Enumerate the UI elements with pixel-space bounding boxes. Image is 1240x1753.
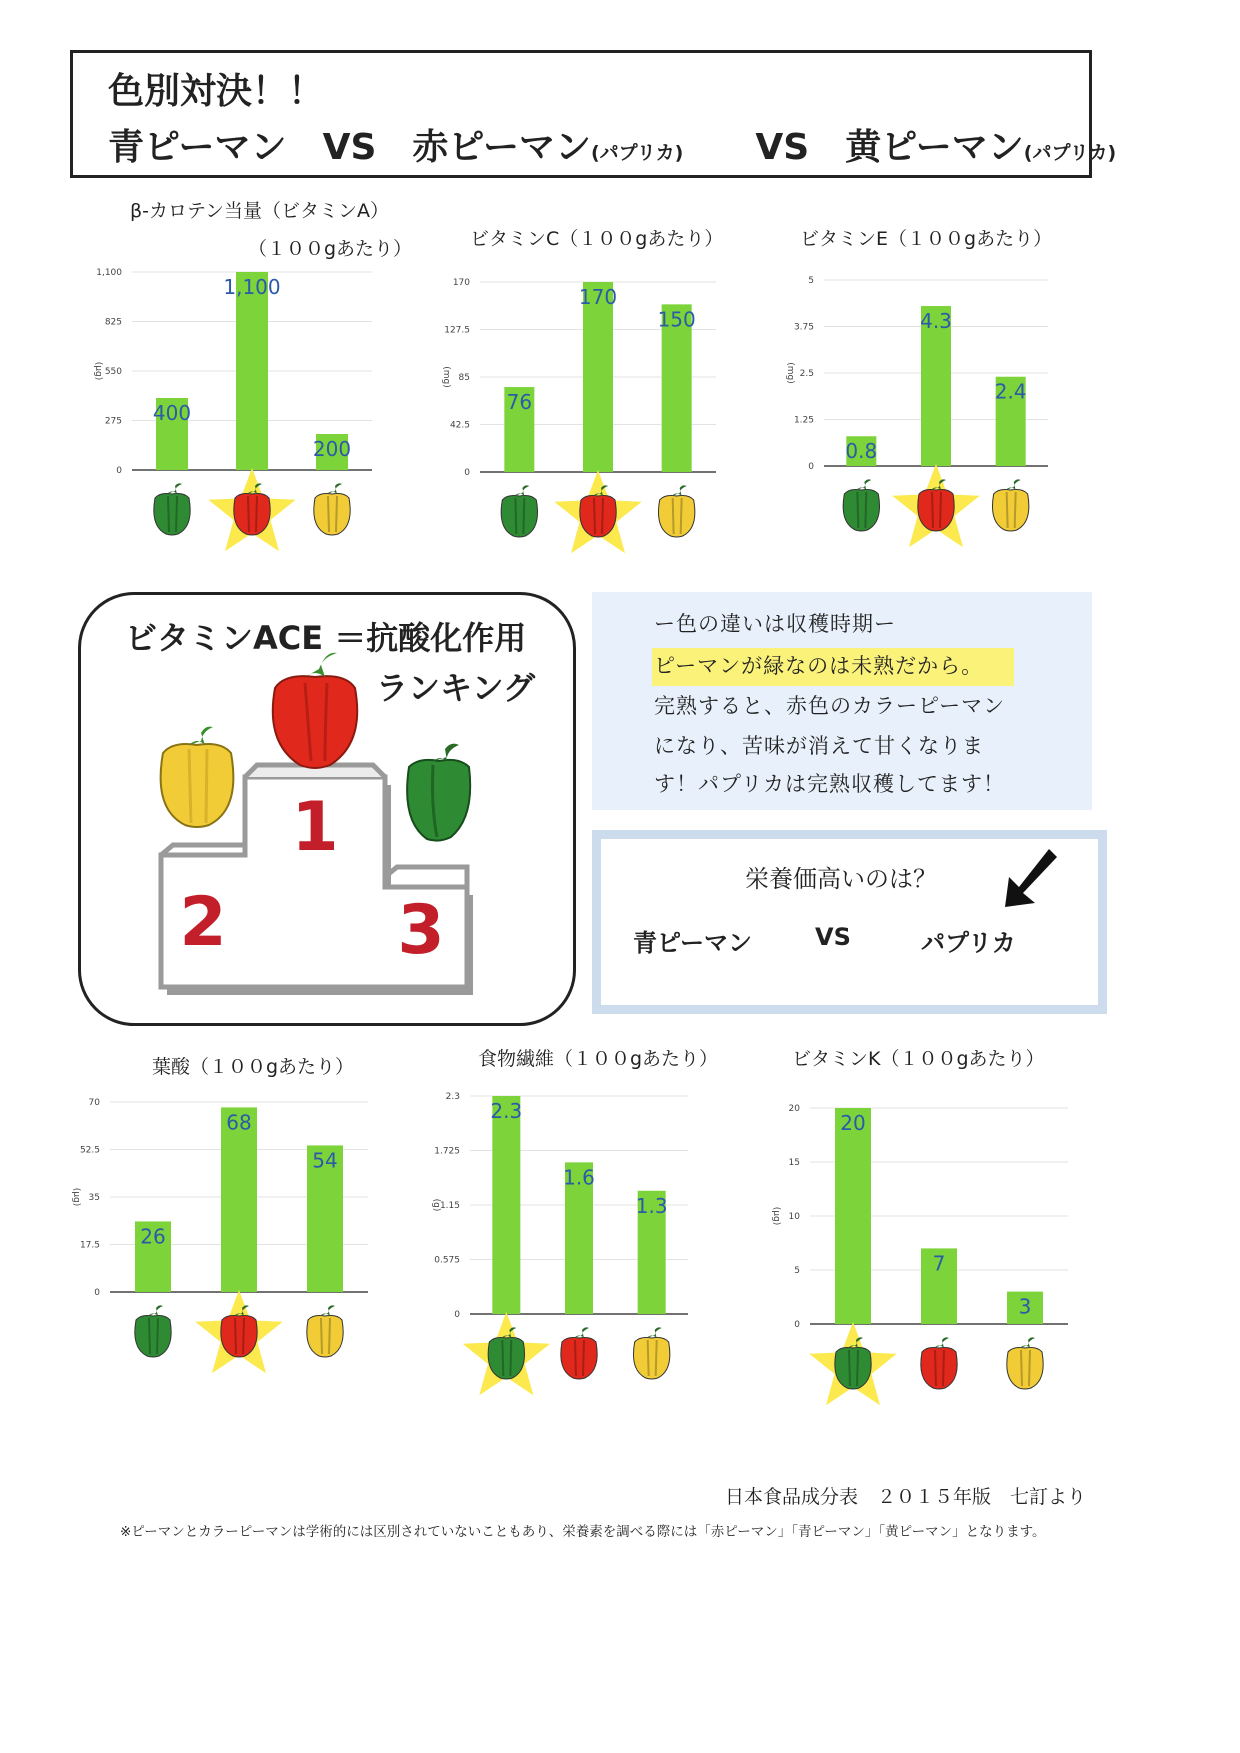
bar-chart: [434, 276, 728, 566]
red-pepper-icon: [561, 1327, 597, 1379]
chart-vite: [784, 274, 1060, 570]
info-line: になり、苦味が消えて甘くなりま: [654, 734, 984, 758]
bar-chart: [84, 266, 384, 562]
chart-folate: [68, 1098, 380, 1404]
y-tick-label: 170: [452, 278, 470, 288]
y-tick-label: 0: [116, 466, 122, 476]
chart-title-fiber: 食物繊維（１００gあたり）: [478, 1048, 719, 1070]
red-pepper-icon: [921, 1337, 957, 1389]
data-label: 26: [140, 1224, 166, 1249]
y-tick-label: 52.5: [79, 1145, 100, 1156]
y-axis-label: (mg): [441, 366, 451, 388]
y-tick-label: 2.3: [445, 1092, 460, 1102]
bar-chart: [68, 1098, 380, 1400]
chart-fiber: [430, 1092, 700, 1416]
podium-illustration: [81, 595, 573, 1023]
y-tick-label: 0: [94, 1288, 100, 1298]
y-tick-label: 2.5: [799, 369, 814, 379]
source-citation: 日本食品成分表 ２０１５年版 七訂より: [725, 1486, 1087, 1508]
rank-1-digit: 1: [291, 788, 339, 867]
y-tick-label: 35: [88, 1193, 100, 1203]
y-tick-label: 85: [458, 373, 470, 383]
chart-vitk: [770, 1104, 1080, 1420]
red-pepper-note: (パプリカ): [590, 142, 684, 164]
y-tick-label: 1.725: [434, 1146, 460, 1157]
y-tick-label: 825: [104, 317, 122, 328]
chart-title-vitc: ビタミンC（１００gあたり）: [470, 228, 724, 250]
ace-title: ビタミンACE ＝抗酸化作用: [125, 619, 527, 657]
page-subtitle: [108, 119, 1116, 170]
bar: [835, 1108, 871, 1324]
y-axis-label: (μg): [93, 361, 103, 381]
y-tick-label: 15: [788, 1158, 800, 1168]
question-paprika-label: パプリカ: [921, 929, 1016, 957]
y-tick-label: 550: [104, 367, 122, 377]
y-tick-label: 0: [454, 1310, 460, 1320]
info-line-highlighted: ピーマンが緑なのは未熟だから。: [654, 654, 984, 678]
y-axis-label: (g): [431, 1198, 441, 1212]
yellow-pepper-icon: [992, 479, 1028, 531]
chart-carotene: [84, 266, 384, 566]
y-tick-label: 70: [88, 1098, 100, 1108]
page-title: 色別対決！！: [108, 71, 325, 112]
chart-title-vitk: ビタミンK（１００gあたり）: [792, 1048, 1045, 1070]
red-pepper-label: 赤ピーマン: [412, 127, 591, 168]
bar-chart: [784, 274, 1060, 566]
info-line: す！パプリカは完熟収穫してます！: [654, 772, 1005, 796]
footnote: ※ピーマンとカラーピーマンは学術的には区別されていないこともあり、栄養素を調べる際には「赤ピーマン」「青ピーマン」「黄ピーマン」となります。: [120, 1524, 1046, 1540]
chart-title-carotene-unit: （１００gあたり）: [248, 238, 413, 260]
y-tick-label: 17.5: [79, 1240, 100, 1251]
yellow-pepper-icon: [307, 1305, 343, 1357]
chart-title-vite: ビタミンE（１００gあたり）: [800, 228, 1053, 250]
y-tick-label: 10: [788, 1212, 800, 1222]
data-label: 68: [226, 1110, 252, 1135]
chart-vitc: [434, 276, 728, 570]
data-label: 1.6: [563, 1165, 595, 1190]
info-box: [592, 592, 1092, 810]
y-tick-label: 0.575: [434, 1255, 460, 1266]
question-green-label: 青ピーマン: [633, 929, 753, 957]
data-label: 4.3: [920, 309, 952, 334]
data-label: 2.3: [490, 1099, 523, 1123]
green-pepper-icon: [501, 485, 537, 537]
y-axis-label: (mg): [785, 362, 795, 384]
y-tick-label: 0: [464, 468, 470, 478]
data-label: 400: [152, 401, 192, 425]
red-pepper-icon: [273, 653, 357, 768]
yellow-pepper-icon: [633, 1327, 669, 1379]
y-tick-label: 20: [788, 1104, 800, 1114]
data-label: 7: [932, 1251, 946, 1276]
vs-label: VS: [755, 127, 810, 168]
y-tick-label: 1.25: [793, 415, 814, 426]
data-label: 0.8: [845, 439, 878, 464]
green-pepper-label: 青ピーマン: [108, 127, 287, 168]
info-line: 完熟すると、赤色のカラーピーマン: [654, 694, 1006, 718]
y-tick-label: 5: [794, 1266, 800, 1276]
y-tick-label: 1,100: [96, 268, 122, 278]
y-tick-label: 3.75: [793, 322, 814, 333]
y-tick-label: 0: [808, 462, 814, 472]
data-label: 1.3: [635, 1193, 668, 1218]
question-text: 栄養価高いのは？: [745, 865, 937, 893]
y-tick-label: 1.15: [439, 1201, 460, 1211]
yellow-pepper-icon: [314, 483, 350, 535]
ace-ranking-label: ランキング: [376, 669, 536, 707]
rank-2-digit: 2: [179, 883, 227, 962]
y-tick-label: 127.5: [444, 325, 470, 336]
data-label: 170: [578, 285, 618, 309]
yellow-pepper-icon: [1007, 1337, 1043, 1389]
green-pepper-icon: [407, 744, 470, 841]
info-heading: ー色の違いは収穫時期ー: [654, 612, 896, 636]
data-label: 76: [506, 390, 533, 415]
bar: [490, 1096, 523, 1314]
yellow-pepper-label: 黄ピーマン: [845, 127, 1024, 168]
y-axis-label: (μg): [71, 1187, 81, 1207]
yellow-pepper-note: (パプリカ): [1023, 142, 1117, 164]
arrow-down-left-icon: [1001, 845, 1061, 911]
vs-label: VS: [322, 127, 377, 168]
yellow-pepper-icon: [658, 485, 694, 537]
data-label: 3: [1018, 1294, 1032, 1319]
question-box: [592, 830, 1107, 1014]
data-label: 54: [312, 1148, 338, 1173]
bar: [583, 282, 613, 472]
chart-title-folate: 葉酸（１００gあたり）: [152, 1056, 355, 1078]
yellow-pepper-icon: [161, 727, 234, 827]
bar: [236, 272, 268, 470]
data-label: 20: [840, 1111, 866, 1135]
data-label: 2.4: [994, 379, 1027, 404]
title-box: [70, 50, 1117, 178]
y-tick-label: 42.5: [449, 420, 470, 431]
y-tick-label: 5: [808, 276, 814, 286]
data-label: 200: [312, 437, 352, 461]
green-pepper-icon: [135, 1305, 171, 1357]
y-tick-label: 0: [794, 1320, 800, 1330]
bar-chart: [430, 1092, 700, 1412]
ace-ranking-box: [78, 592, 576, 1026]
rank-3-digit: 3: [397, 891, 445, 970]
green-pepper-icon: [154, 483, 190, 535]
bar: [221, 1107, 257, 1292]
chart-title-carotene: β-カロテン当量（ビタミンA）: [130, 200, 390, 222]
green-pepper-icon: [843, 479, 879, 531]
question-vs-label: VS: [815, 923, 851, 951]
y-axis-label: (μg): [771, 1206, 781, 1226]
data-label: 1,100: [223, 275, 281, 299]
y-tick-label: 275: [104, 416, 122, 427]
data-label: 150: [657, 307, 696, 332]
bar-chart: [770, 1104, 1080, 1416]
